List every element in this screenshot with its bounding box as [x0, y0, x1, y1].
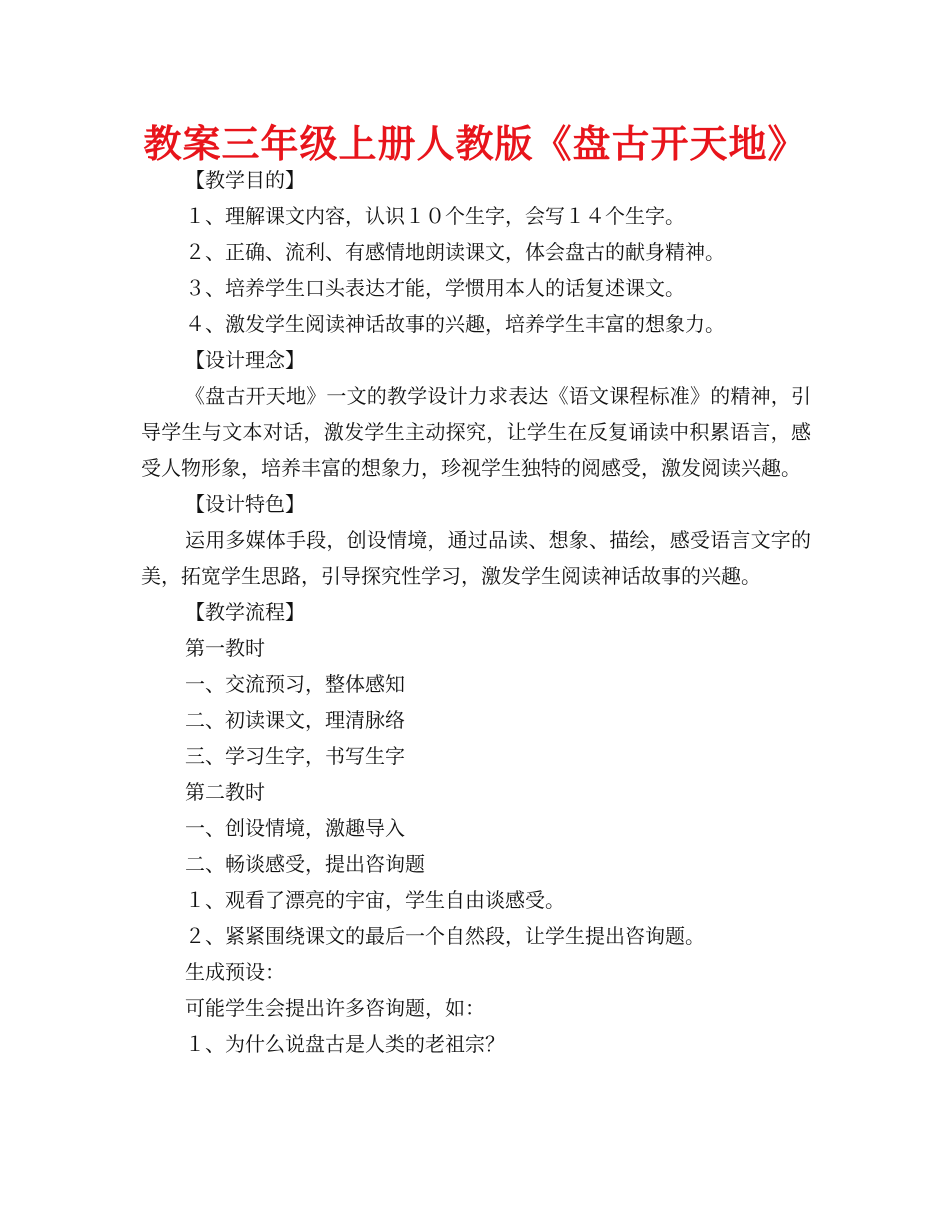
features-paragraph: 运用多媒体手段，创设情境，通过品读、想象、描绘，感受语言文字的美，拓宽学生思路，引导探究性学习，激发学生阅读神话故事的兴趣。 [141, 528, 811, 588]
process-line: 二、初读课文，理清脉络 [185, 708, 405, 732]
section-heading-objectives: 【教学目的】 [185, 168, 305, 192]
process-line: 生成预设： [185, 960, 285, 984]
section-heading-concept: 【设计理念】 [185, 348, 305, 372]
process-line: 可能学生会提出许多咨询题，如： [185, 996, 485, 1020]
objective-item: ２、正确、流利、有感情地朗读课文，体会盘古的献身精神。 [185, 240, 725, 264]
section-heading-features: 【设计特色】 [185, 492, 305, 516]
process-line: 第二教时 [185, 780, 265, 804]
process-line: １、观看了漂亮的宇宙，学生自由谈感受。 [185, 888, 565, 912]
objective-item: １、理解课文内容，认识１０个生字，会写１４个生字。 [185, 204, 685, 228]
process-line: ２、紧紧围绕课文的最后一个自然段，让学生提出咨询题。 [185, 924, 705, 948]
process-line: 一、交流预习，整体感知 [185, 672, 405, 696]
process-line: 第一教时 [185, 636, 265, 660]
process-line: 二、畅谈感受，提出咨询题 [185, 852, 425, 876]
document-title: 教案三年级上册人教版《盘古开天地》 [143, 122, 807, 166]
objective-item: ３、培养学生口头表达才能，学惯用本人的话复述课文。 [185, 276, 685, 300]
document-body [141, 162, 811, 1062]
concept-paragraph: 《盘古开天地》一文的教学设计力求表达《语文课程标准》的精神，引导学生与文本对话，激发学生主动探究，让学生在反复诵读中积累语言，感受人物形象，培养丰富的想象力，珍视学生独特的阅感受，激发阅读兴趣。 [141, 384, 811, 480]
process-line: １、为什么说盘古是人类的老祖宗？ [185, 1032, 505, 1056]
process-line: 一、创设情境，激趣导入 [185, 816, 405, 840]
section-heading-process: 【教学流程】 [185, 600, 305, 624]
objective-item: ４、激发学生阅读神话故事的兴趣，培养学生丰富的想象力。 [185, 312, 725, 336]
process-line: 三、学习生字，书写生字 [185, 744, 405, 768]
